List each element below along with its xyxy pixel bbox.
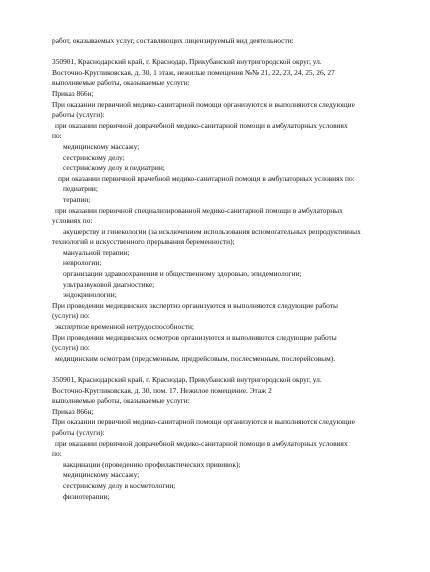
text-line: условиях по: [52,216,93,226]
text-line: выполняемые работы, оказываемые услуги: [52,396,190,406]
text-line: акушерству и гинекологии (за исключением использования вспомогательных репродуктивных [63,226,361,236]
text-line: работы (услуги): [52,427,105,437]
text-line: эндокринологии; [63,290,117,300]
paragraph-gap [52,364,396,375]
text-line: медицинскому массажу; [63,470,140,480]
text-line: выполняемые работы, оказываемые услуги: [52,78,190,88]
text-line: Приказ 866н; [52,88,94,98]
text-line: сестринскому делу; [63,152,125,162]
text-line: экспертизе временной нетрудоспособности; [55,322,194,332]
text-line: Приказ 866н; [52,406,94,416]
text-line: Восточно-Кругликовская, д. 30, 1 этаж, нежилые помещения №№ 21, 22, 23, 24, 25, 26, 27 [52,67,335,77]
text-line: ультразвуковой диагностике; [63,279,155,289]
text-line: при оказании первичной специализированной медико-санитарной помощи в амбулаторных [55,205,343,215]
paragraph-gap [52,47,396,58]
text-line: При оказании первичной медико-санитарной помощи организуются и выполняются следующие [52,99,355,109]
text-line: педиатрии; [63,184,98,194]
text-line: при оказании первичной доврачебной медико-санитарной помощи в амбулаторных условиях [55,438,348,448]
text-line: при оказании первичной врачебной медико-санитарной помощи в амбулаторных условиях по: [58,173,355,183]
text-line: вакцинации (проведению профилактических прививок); [63,459,241,469]
text-line: терапии; [63,194,91,204]
text-line: (услуги) по: [52,311,90,321]
text-line: При оказании первичной медико-санитарной помощи организуются и выполняются следующие [52,417,355,427]
text-line: Восточно-Кругликовская, д. 30, пом. 17. Нежилое помещение. Этаж 2 [52,385,272,395]
text-line: медицинским осмотрам (предсменным, предрейсовым, послесменным, послерейсовым). [55,353,336,363]
text-line: (услуги) по: [52,343,90,353]
text-line: работы (услуги): [52,110,105,120]
text-line: При проведении медицинских экспертиз организуются и выполняются следующие работы [52,300,338,310]
text-line: организации здравоохранения и общественному здоровью, эпидемиологии; [63,269,302,279]
text-line: при оказании первичной доврачебной медико-санитарной помощи в амбулаторных условиях [55,120,348,130]
text-line: сестринскому делу в педиатрии; [63,163,165,173]
text-line: неврологии; [63,258,102,268]
text-line: медицинскому массажу; [63,141,140,151]
text-line: по: [52,131,62,141]
text-line: мануальной терапии; [63,247,130,257]
text-line: При проведении медицинских осмотров организуются и выполняются следующие работы [52,332,337,342]
text-line: 350901, Краснодарский край, г. Краснодар, Прикубанский внутригородской округ, ул. [52,375,322,384]
text-line: работ, оказываемых услуг, составляющих лицензируемый вид деятельности: [52,36,294,45]
text-line: сестринскому делу в косметологии; [63,480,176,490]
text-line: 350901, Краснодарский край, г. Краснодар, Прикубанский внутригородской округ, ул. [52,57,322,67]
text-line: технологий и искусственного прерывания беременности); [52,237,235,247]
text-line: по: [52,449,62,459]
text-line: физиотерапии; [63,491,110,501]
